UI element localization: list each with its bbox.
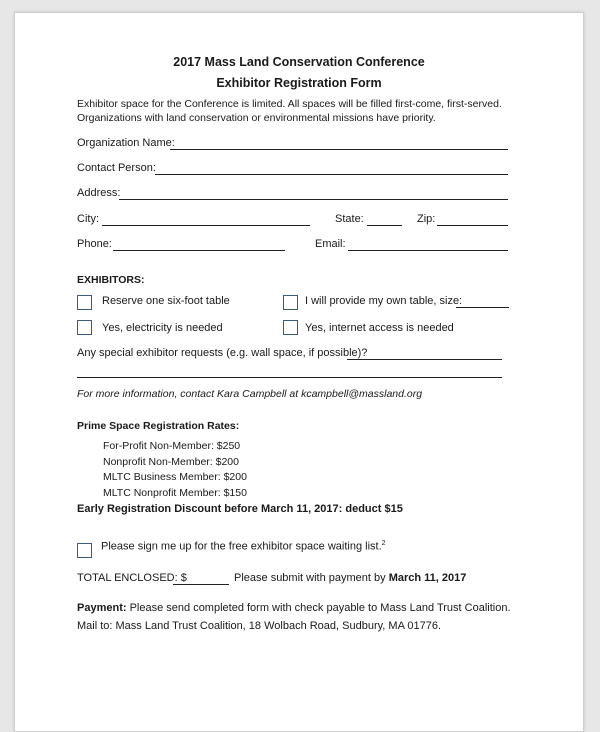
organization-name-field[interactable] xyxy=(170,149,508,150)
form-subtitle: Exhibitor Registration Form xyxy=(216,76,382,90)
state-field[interactable] xyxy=(367,225,402,226)
form-title: 2017 Mass Land Conservation Conference xyxy=(173,55,425,69)
contact-person-label: Contact Person: xyxy=(77,162,156,174)
special-requests-field-2[interactable] xyxy=(77,377,502,378)
special-requests-field[interactable] xyxy=(347,359,502,360)
state-label: State: xyxy=(335,213,364,225)
early-discount-note: Early Registration Discount before March 11, 2017: deduct $15 xyxy=(77,503,403,515)
payment-instructions: Payment: Please send completed form with check payable to Mass Land Trust Coalition. xyxy=(77,602,511,614)
total-enclosed-label: TOTAL ENCLOSED: $ xyxy=(77,572,187,584)
footnote-marker: 2 xyxy=(381,540,386,547)
rate-item: Nonprofit Non-Member: $200 xyxy=(103,456,239,468)
contact-person-field[interactable] xyxy=(155,174,508,175)
organization-name-label: Organization Name: xyxy=(77,137,175,149)
electricity-option-label: Yes, electricity is needed xyxy=(102,322,223,334)
internet-option-label: Yes, internet access is needed xyxy=(305,322,454,334)
form-page xyxy=(14,12,584,732)
payment-deadline-date: March 11, 2017 xyxy=(388,572,467,584)
waiting-list-label: Please sign me up for the free exhibitor space waiting list.$^2$ xyxy=(101,540,386,553)
internet-checkbox[interactable] xyxy=(283,320,298,335)
table-checkbox[interactable] xyxy=(77,295,92,310)
payment-label: Payment: xyxy=(77,602,127,614)
intro-line-1: Exhibitor space for the Conference is limited. All spaces will be filled first-come, first-served. xyxy=(77,98,502,110)
contact-info-note: For more information, contact Kara Campbell at kcampbell@massland.org xyxy=(77,388,423,400)
own-table-checkbox[interactable] xyxy=(283,295,298,310)
electricity-checkbox[interactable] xyxy=(77,320,92,335)
zip-label: Zip: xyxy=(417,213,436,225)
rate-item: For-Profit Non-Member: $250 xyxy=(103,440,241,452)
mailing-address: Mail to: Mass Land Trust Coalition, 18 Wolbach Road, Sudbury, MA 01776. xyxy=(77,620,442,632)
table-option-label: Reserve one six-foot table xyxy=(102,295,230,307)
rate-item: MLTC Nonprofit Member: $150 xyxy=(103,487,247,499)
email-field[interactable] xyxy=(348,250,508,251)
intro-line-2: Organizations with land conservation or environmental missions have priority. xyxy=(77,112,436,124)
address-label: Address: xyxy=(77,187,121,199)
payment-deadline-note: Please submit with payment by March 11, 2017 xyxy=(234,572,467,584)
special-requests-label: Any special exhibitor requests (e.g. wall space, if possible)? xyxy=(77,347,368,359)
zip-field[interactable] xyxy=(437,225,508,226)
waiting-list-checkbox[interactable] xyxy=(77,543,92,558)
email-label: Email: xyxy=(315,238,346,250)
address-field[interactable] xyxy=(119,199,508,200)
exhibitors-heading: EXHIBITORS: xyxy=(77,274,145,286)
total-enclosed-field[interactable] xyxy=(173,584,229,585)
city-field[interactable] xyxy=(102,225,310,226)
own-table-option-label: I will provide my own table, size: xyxy=(305,295,463,307)
city-label: City: xyxy=(77,213,99,225)
phone-label: Phone: xyxy=(77,238,112,250)
own-table-size-field[interactable] xyxy=(456,307,509,308)
phone-field[interactable] xyxy=(113,250,285,251)
rates-heading: Prime Space Registration Rates: xyxy=(77,420,240,432)
rate-item: MLTC Business Member: $200 xyxy=(103,471,247,483)
